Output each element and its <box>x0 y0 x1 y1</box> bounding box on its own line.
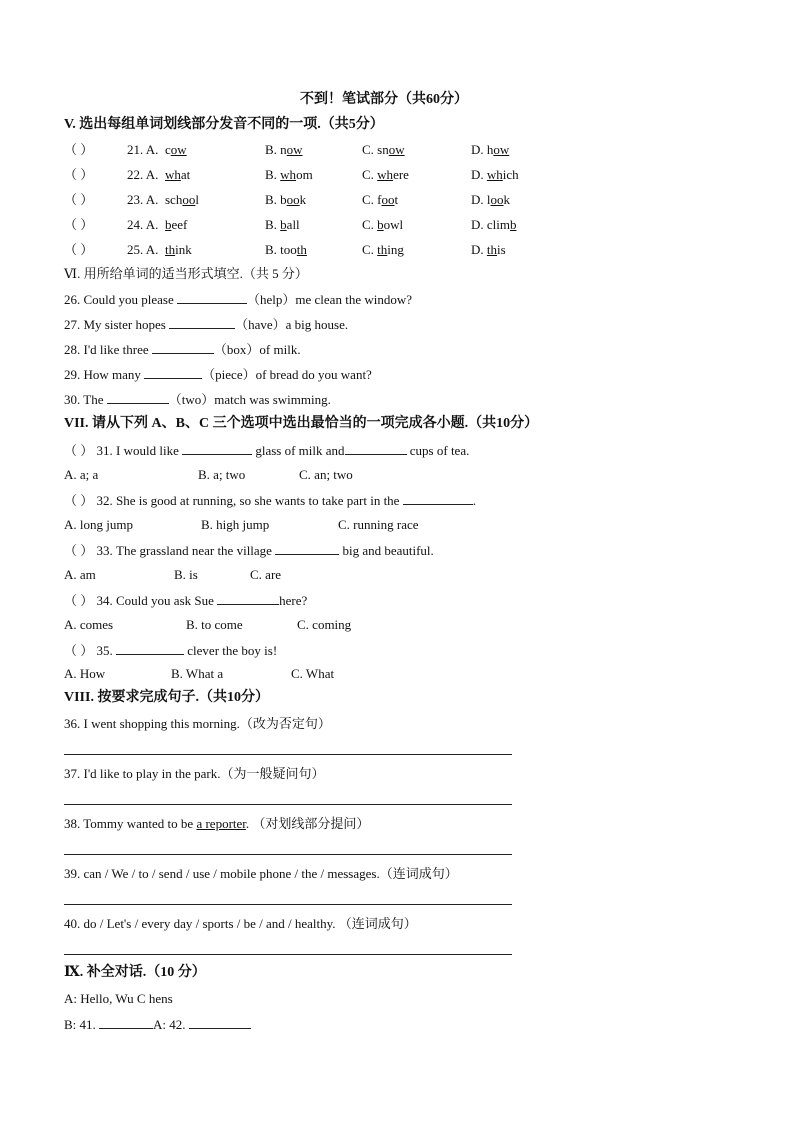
q33-text-post: big and beautiful. <box>339 543 434 558</box>
option-b-word[interactable]: B. now <box>265 142 303 157</box>
option-d-word[interactable]: D. look <box>471 192 511 207</box>
option-a-word[interactable]: cow <box>165 142 187 157</box>
q34-option-c[interactable]: C. coming <box>297 617 352 632</box>
section5-title: V. 选出每组单词划线部分发音不同的一项.（共5分） <box>64 117 384 132</box>
dialog-blank-41[interactable] <box>99 1016 153 1029</box>
rewrite-item: 36. I went shopping this morning.（改为否定句） <box>64 716 331 731</box>
section6-title: Ⅵ. 用所给单词的适当形式填空.（共 5 分） <box>64 266 308 281</box>
fill-in-item: 26. Could you please （help）me clean the window? <box>64 292 412 307</box>
option-a-word[interactable]: what <box>165 167 191 182</box>
question-31 <box>64 442 469 459</box>
dialog-line-b <box>64 1016 251 1033</box>
q33-option-a[interactable]: A. am <box>64 567 96 582</box>
dialog-b-label: B: 41. <box>64 1017 100 1032</box>
option-d-word[interactable]: D. how <box>471 142 510 157</box>
rewrite-item: 40. do / Let's / every day / sports / be / and / healthy. （连词成句） <box>64 916 417 931</box>
q34-option-b[interactable]: B. to come <box>186 617 243 632</box>
option-d-word[interactable]: D. this <box>471 242 506 257</box>
question-number: 22. A. <box>127 167 159 182</box>
q31-text-post: cups of tea. <box>406 443 470 458</box>
answer-paren[interactable]: （ ） <box>64 192 94 207</box>
fill-in-item: 30. The （two）match was swimming. <box>64 392 331 407</box>
answer-line[interactable] <box>64 954 512 955</box>
fill-in-blank[interactable] <box>177 291 247 304</box>
answer-paren[interactable]: （ ） <box>64 593 94 608</box>
option-b-word[interactable]: B. tooth <box>265 242 307 257</box>
option-b-word[interactable]: B. whom <box>265 167 313 182</box>
question-32 <box>64 492 476 509</box>
fill-in-item: 29. How many （piece）of bread do you want? <box>64 367 372 382</box>
answer-paren[interactable]: （ ） <box>64 543 94 558</box>
q32-option-a[interactable]: A. long jump <box>64 517 133 532</box>
answer-paren[interactable]: （ ） <box>64 443 94 458</box>
question-number: 23. A. <box>127 192 159 207</box>
q31-blank-1[interactable] <box>182 442 252 455</box>
q34-blank[interactable] <box>217 592 279 605</box>
page-title: 不到！笔试部分（共60分） <box>300 92 468 107</box>
fill-in-item: 27. My sister hopes （have）a big house. <box>64 317 349 332</box>
option-c-word[interactable]: C. where <box>362 167 409 182</box>
q31-blank-2[interactable] <box>345 442 407 455</box>
option-c-word[interactable]: C. foot <box>362 192 399 207</box>
q35-blank[interactable] <box>116 642 184 655</box>
option-d-word[interactable]: D. which <box>471 167 519 182</box>
rewrite-item: 39. can / We / to / send / use / mobile phone / the / messages.（连词成句） <box>64 866 458 881</box>
rewrite-item: 38. Tommy wanted to be a reporter. （对划线部分提问） <box>64 816 370 831</box>
dialog-a-label: A: 42. <box>153 1017 189 1032</box>
q32-option-c[interactable]: C. running race <box>338 517 419 532</box>
q31-option-b[interactable]: B. a; two <box>198 467 246 482</box>
fill-in-blank[interactable] <box>152 341 214 354</box>
q32-option-b[interactable]: B. high jump <box>201 517 270 532</box>
fill-in-blank[interactable] <box>144 366 202 379</box>
answer-paren[interactable]: （ ） <box>64 493 94 508</box>
answer-line[interactable] <box>64 854 512 855</box>
answer-paren[interactable]: （ ） <box>64 142 94 157</box>
fill-in-blank[interactable] <box>169 316 235 329</box>
option-c-word[interactable]: C. thing <box>362 242 404 257</box>
dialog-line-a: A: Hello, Wu C hens <box>64 991 173 1006</box>
section7-title: VII. 请从下列 A、B、C 三个选项中选出最恰当的一项完成各小题.（共10分） <box>64 416 539 431</box>
question-number: 24. A. <box>127 217 159 232</box>
q33-blank[interactable] <box>275 542 339 555</box>
option-a-word[interactable]: beef <box>165 217 188 232</box>
option-a-word[interactable]: think <box>165 242 192 257</box>
answer-line[interactable] <box>64 804 512 805</box>
answer-line[interactable] <box>64 904 512 905</box>
option-b-word[interactable]: B. ball <box>265 217 300 232</box>
answer-paren[interactable]: （ ） <box>64 643 94 658</box>
option-b-word[interactable]: B. book <box>265 192 307 207</box>
section8-title: VIII. 按要求完成句子.（共10分） <box>64 690 269 705</box>
question-33 <box>64 542 434 559</box>
q32-blank[interactable] <box>403 492 473 505</box>
q34-text-post: here? <box>279 593 308 608</box>
fill-in-item: 28. I'd like three （box）of milk. <box>64 342 301 357</box>
answer-paren[interactable]: （ ） <box>64 167 94 182</box>
question-number: 25. A. <box>127 242 159 257</box>
q31-option-a[interactable]: A. a; a <box>64 467 99 482</box>
q33-option-b[interactable]: B. is <box>174 567 198 582</box>
q34-option-a[interactable]: A. comes <box>64 617 114 632</box>
rewrite-item: 37. I'd like to play in the park.（为一般疑问句） <box>64 766 325 781</box>
q35-text-post: clever the boy is! <box>184 643 278 658</box>
fill-in-blank[interactable] <box>107 391 169 404</box>
q35-option-c[interactable]: C. What <box>291 666 335 681</box>
q34-text-pre: 34. Could you ask Sue <box>96 593 218 608</box>
q32-text-post: . <box>472 493 476 508</box>
q35-option-b[interactable]: B. What a <box>171 666 224 681</box>
q33-text-pre: 33. The grassland near the village <box>96 543 276 558</box>
question-number: 21. A. <box>127 142 159 157</box>
q31-text-pre: 31. I would like <box>96 443 183 458</box>
option-d-word[interactable]: D. climb <box>471 217 517 232</box>
question-35 <box>64 642 277 659</box>
answer-paren[interactable]: （ ） <box>64 242 94 257</box>
q35-option-a[interactable]: A. How <box>64 666 106 681</box>
answer-paren[interactable]: （ ） <box>64 217 94 232</box>
option-c-word[interactable]: C. bowl <box>362 217 404 232</box>
answer-line[interactable] <box>64 754 512 755</box>
q33-option-c[interactable]: C. are <box>250 567 282 582</box>
question-34 <box>64 592 307 609</box>
q35-text-pre: 35. <box>96 643 117 658</box>
option-c-word[interactable]: C. snow <box>362 142 405 157</box>
dialog-blank-42[interactable] <box>189 1016 251 1029</box>
q31-option-c[interactable]: C. an; two <box>299 467 353 482</box>
option-a-word[interactable]: school <box>165 192 199 207</box>
q31-text-mid: glass of milk and <box>252 443 345 458</box>
q32-text-pre: 32. She is good at running, so she wants to take part in the <box>96 493 403 508</box>
section9-title: Ⅸ. 补全对话.（10 分） <box>64 965 206 980</box>
